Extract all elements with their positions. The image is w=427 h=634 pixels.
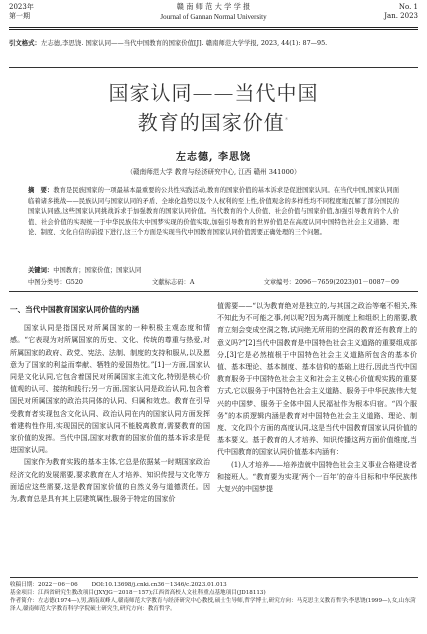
citation-rule — [9, 67, 418, 68]
journal-name-en: Journal of Gannan Normal University — [160, 13, 267, 21]
article-title — [0, 80, 427, 137]
citation-label: 引文格式： — [9, 39, 41, 47]
received-date: 收稿日期：2022－06－06 — [10, 582, 78, 588]
header-number — [384, 3, 418, 21]
header-no: No. 1 — [398, 3, 418, 11]
abstract-rule — [9, 291, 418, 292]
abstract-text: 教育是民族国家的一项最基本最重要的公共性实践活动,教育的国家价值的基本诉求是促进国家认同。在当代中国,国家认同面临着诸多挑战——民族认同与国家认同的矛盾、全球化趋势以及个人权利的至上性,价值观念的多样性均不同程度地瓦解了部分国民的国家认同感,这些国家认同挑战诉求于加强教育的国家认同价值。当代教育的个人价值、社会价值与国家价值,加强引导教育的个人价值、社会价值的实现统一于中华民族伟大中国梦实现的价值实取,加强引导教育的世界价值是在高度认同中国特色社会主义道路、理论、制度、文化自信的前提下进行,这三个方面是实现当代中国教育国家认同价值需要正确处理的三个问题。 — [28, 187, 399, 237]
affiliation: （赣南师范大学 教育与经济研究中心, 江西 赣州 341000） — [126, 168, 301, 176]
paragraph: 国家认同是指国民对所属国家的一种积极主观态度和情感。“它表现为对所属国家的历史、文化、传统的尊重与热爱,对所属国家的政府、政党、宪法、法制、制度的支持和服从,以及愿意为了国家的利益而奉献、牺牲的爱国热忱。”[1]一方面,国家认同是文化认同,它包含着国民对所属国家主流文化,特别是核心价值观的认可、接纳和践行;另一方面,国家认同是政治认同,包含着国民对所属国家的政治共同体的认同、归属和效忠。教育在引导受教育者实现包含文化认同、政治认同在内的国家认同方面发挥着建构性作用,实现国民的国家认同不能脱离教育,需要教育的国家价值的发挥。当代中国,国家对教育的国家价值的基本诉求是促进国家认同。 — [10, 324, 210, 455]
journal-header — [0, 0, 427, 25]
fund-info: 基金项目：江西省研究生教改项目(JXYJG－2018－157);江西省高校人文社科重点基地项目(JD18113) — [10, 590, 266, 596]
doi: DOI:10.13698/j.cnki.cn36－1346/c.2023.01.013 — [91, 582, 227, 588]
article-number: 文章编号：2096－7659(2023)01－0087－09 — [263, 279, 399, 286]
header-year: 2023年 — [9, 3, 34, 11]
abstract — [28, 186, 399, 239]
section-heading: 一、当代中国教育国家认同价值的内涵 — [10, 305, 140, 314]
body-column-left — [10, 300, 210, 505]
paragraph: (1)人才培养——培养造就中国特色社会主义事业合格建设者和接班人。“教育要为实现‘两个一百年’的奋斗目标和中华民族伟大复兴的中国梦提 — [217, 460, 417, 494]
document-code: 文献标志码：A — [152, 279, 195, 286]
header-rule-thin — [9, 29, 418, 30]
citation-text: 左志德,李思饶. 国家认同——当代中国教育的国家价值[J]. 赣南师范大学学报, 2023, 44(1): 87—95. — [40, 39, 328, 47]
keywords-text: 中国教育；国家价值；国家认同 — [53, 267, 142, 274]
footnote — [10, 577, 418, 613]
body-column-right — [217, 300, 417, 495]
journal-name-cn: 赣 南 师 范 大 学 学 报 — [176, 2, 251, 11]
abstract-label: 摘 要： — [28, 187, 54, 194]
citation-format — [9, 38, 418, 48]
header-date: Jan. 2023 — [384, 12, 418, 20]
title-line-1: 国家认同——当代中国 — [108, 81, 319, 105]
paragraph: 值需要——“以为教育绝对是独立的,与其国之政治等毫不相关,殊不知此为不可能之事,何以呢?因为离开制度上和组织上的需要,教育立刻会变成空洞之物,试问绝无所用的空洞的教育还有教育上的意义吗?”[2]当代中国教育是中国特色社会主义道路的重要组成部分,[3]它是必然植根于中国特色社会主义道路所包含的基本价值、基本理论、基本制度、基本信仰的基础上进行,因此当代中国教育服务于中国特色社会主义和社会主义核心价值观实践的重要方式,它以服务于中国特色社会主义道路、服务于中华民族伟大复兴的中国梦、服务于全体中国人民福祉作为根本归宿。“四个服务”的本质逻辑内涵是教育对中国特色社会主义道路、理论、制度、文化四个方面的高度认同,这是当代中国教育国家认同价值的基本要义。基于教育的人才培养、知识传播这两方面价值维度,当代中国教育的国家认同价值基本内涵有： — [217, 302, 417, 457]
title-line-2: 教育的国家价值 — [137, 110, 285, 135]
author-bio: 作者简介：左志德(1974—),男,湖南双峰人,赣南师范大学教育与经济研究中心教授,硕士生导师,哲学博士,研究方向：马克思主义教育哲学;李思饶(1999—),女,山东菏泽人,赣南师范大学教育科学学院硕士研究生,研究方向：教育哲学。 — [10, 598, 416, 612]
clc-number: 中图分类号：G520 — [28, 279, 83, 286]
classification-line — [28, 277, 399, 286]
header-issue-number: 第一期 — [9, 12, 30, 20]
paragraph: 国家作为教育实践的基本主体,它总是依据某一时期国家政治经济文化的发展需要,要求教育在人才培养、知识传授与文化等方面适应这些需要,这是教育国家价值的自然义务与道德责任。因为,教育总是具有其上层建筑属性,服务于特定的国家价 — [10, 458, 210, 504]
authors: 左志德, 李思饶 — [176, 152, 251, 163]
keywords — [28, 265, 399, 274]
keywords-label: 关键词： — [28, 267, 54, 274]
title-footnote-mark: * — [284, 116, 290, 124]
header-rule-thick — [9, 27, 418, 28]
